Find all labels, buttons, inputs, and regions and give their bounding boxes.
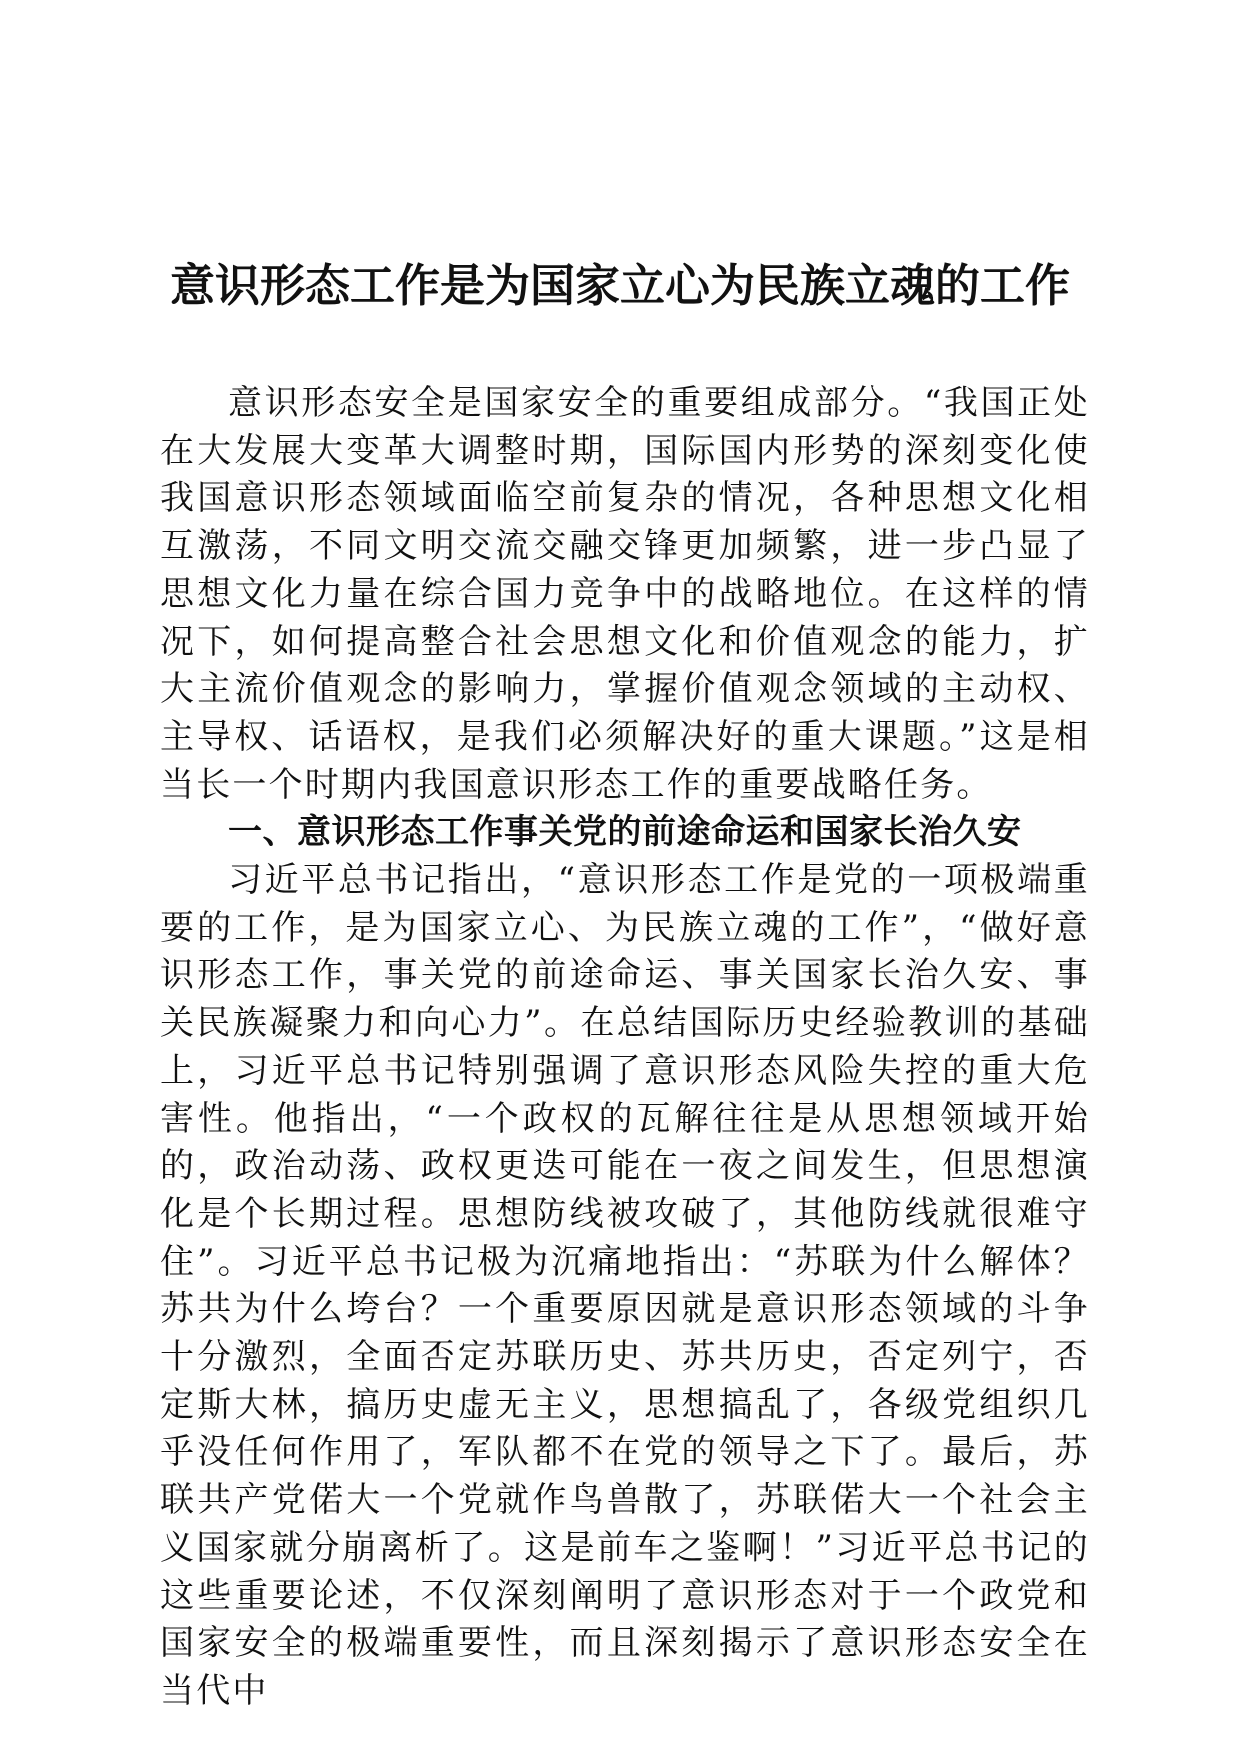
section-heading-1: 一、意识形态工作事关党的前途命运和国家长治久安: [228, 812, 1022, 853]
paragraph-section-1: 习近平总书记指出，“意识形态工作是党的一项极端重要的工作，是为国家立心、为民族立魂的工作”，“做好意识形态工作，事关党的前途命运、事关国家长治久安、事关民族凝聚力和向心力”。在总结国际历史经验教训的基础上，习近平总书记特别强调了意识形态风险失控的重大危害性。他指出，“一个政权的瓦解往往是从思想领域开始的，政治动荡、政权更迭可能在一夜之间发生，但思想演化是个长期过程。思想防线被攻破了，其他防线就很难守住”。习近平总书记极为沉痛地指出：“苏联为什么解体？苏共为什么垮台？一个重要原因就是意识形态领域的斗争十分激烈，全面否定苏联历史、苏共历史，否定列宁，否定斯大林，搞历史虚无主义，思想搞乱了，各级党组织几乎没任何作用了，军队都不在党的领导之下了。最后，苏联共产党偌大一个党就作鸟兽散了，苏联偌大一个社会主义国家就分崩离析了。这是前车之鉴啊！”习近平总书记的这些重要论述，不仅深刻阐明了意识形态对于一个政党和国家安全的极端重要性，而且深刻揭示了意识形态安全在当代中: [160, 860, 1090, 1711]
paragraph-intro: 意识形态安全是国家安全的重要组成部分。“我国正处在大发展大变革大调整时期，国际国内形势的深刻变化使我国意识形态领域面临空前复杂的情况，各种思想文化相互激荡，不同文明交流交融交锋更加频繁，进一步凸显了思想文化力量在综合国力竞争中的战略地位。在这样的情况下，如何提高整合社会思想文化和价值观念的能力，扩大主流价值观念的影响力，掌握价值观念领域的主动权、主导权、话语权，是我们必须解决好的重大课题。”这是相当长一个时期内我国意识形态工作的重要战略任务。: [160, 383, 1090, 805]
document-body: [160, 380, 1090, 1716]
document-title: 意识形态工作是为国家立心为民族立魂的工作: [169, 259, 1070, 312]
